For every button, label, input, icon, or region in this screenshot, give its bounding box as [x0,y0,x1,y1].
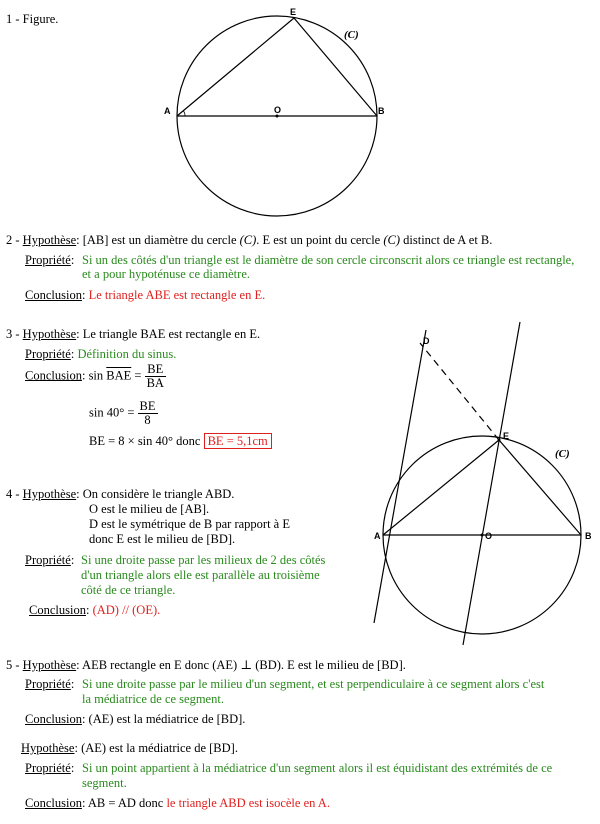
s3-hypothesis: 3 - Hypothèse: Le triangle BAE est rectangle en E. [6,327,261,341]
s4-prop-l1: Si une droite passe par les milieux de 2 des côtés [81,553,326,567]
s2-property-text: Si un des côtés d'un triangle est le diamètre de son cercle circonscrit alors ce triangle est rectangle, et a pour hypoténuse ce diamètre. [82,253,575,281]
segment-ae [177,18,294,116]
s5-prop-l2: la médiatrice de ce segment. [82,692,224,706]
s5-conclusion: Conclusion: (AE) est la médiatrice de [BD]. [25,712,246,726]
label-circle-c-2: (C) [555,448,570,460]
s5-property-label: Propriété: [25,677,75,691]
figure-title: 1 - Figure. [6,12,59,26]
s2-hypothesis: 2 - Hypothèse: [AB] est un diamètre du cercle (C). E est un point du cercle (C) distinct de A et B. [6,233,493,247]
s3-result-line: BE = 8 × sin 40° donc BE = 5,1cm [89,434,272,448]
label-o: O [274,105,282,115]
s3-property: Propriété: Définition du sinus. [25,347,177,361]
label-b: B [378,106,385,116]
s4-line2: O est le milieu de [AB]. [89,502,210,516]
label-o-2: O [485,531,493,541]
s5-conclusion-2: Conclusion: AB = AD donc le triangle ABD est isocèle en A. [25,796,330,810]
result-box: BE = 5,1cm [204,433,272,449]
label-d: D [423,336,430,346]
label-e: E [290,7,297,17]
label-circle-c: (C) [344,29,359,41]
s5-prop-l1: Si une droite passe par le milieu d'un segment, et est perpendiculaire à ce segment alors c'est [82,677,545,691]
s4-hypothesis: 4 - Hypothèse: On considère le triangle ABD. [6,487,235,501]
s4-property-label: Propriété: [25,553,75,567]
s5-prop2-l2: segment. [82,776,127,790]
segment-ed-dashed [420,343,499,440]
label-a-2: A [374,531,381,541]
s2-property-label: Propriété: [25,253,75,267]
label-e-2: E [503,431,510,441]
label-b-2: B [585,531,592,541]
label-a: A [164,106,171,116]
s5-hypothesis-2: Hypothèse: (AE) est la médiatrice de [BD]. [21,741,238,755]
line-ad [374,330,426,623]
s4-line4: donc E est le milieu de [BD]. [89,532,236,546]
line-oe [463,322,520,645]
s4-conclusion: Conclusion: (AD) // (OE). [29,603,161,617]
s2-conclusion: Conclusion: Le triangle ABE est rectangle en E. [25,288,266,302]
s3-sin40: sin 40° = $\frac{BE}{8}$ [89,399,156,427]
center-point-2 [481,534,484,537]
angle-mark [184,111,186,116]
segment-ae-2 [383,440,499,535]
s4-line3: D est le symétrique de B par rapport à E [89,517,290,531]
s4-prop-l3: côté de ce triangle. [81,583,176,597]
s5-prop2-l1: Si un point appartient à la médiatrice d'un segment alors il est équidistant des extrémités de ce [82,761,553,775]
s5-hypothesis: 5 - Hypothèse: AEB rectangle en E donc (AE) ⊥ (BD). E est le milieu de [BD]. [6,658,406,672]
s5-property2-label: Propriété: [25,761,75,775]
point-e-dot [498,439,501,442]
s4-prop-l2: d'un triangle alors elle est parallèle au troisième [81,568,320,582]
s3-conclusion: Conclusion: $\sin \overline{BAE}$ = $\frac{BE}{BA}$ [25,362,164,390]
